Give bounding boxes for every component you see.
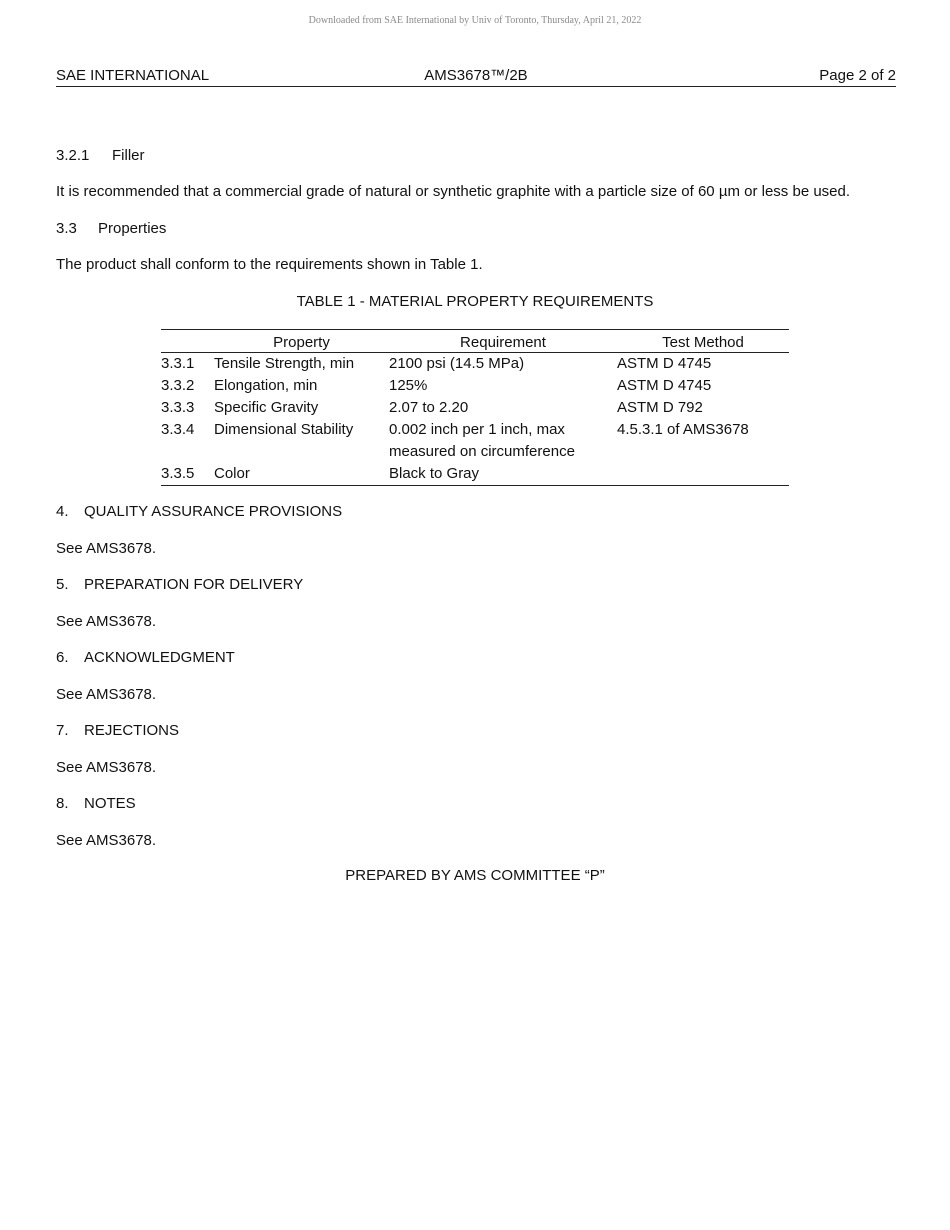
download-notice: Downloaded from SAE International by Univ of Toronto, Thursday, April 21, 2022 xyxy=(308,15,642,26)
row-number: 3.3.3 xyxy=(161,399,195,416)
page-header xyxy=(56,66,896,87)
table-row xyxy=(161,375,789,397)
row-number: 3.3.5 xyxy=(161,465,195,482)
row-requirement: 0.002 inch per 1 inch, max xyxy=(389,421,565,438)
header-page-number: Page 2 of 2 xyxy=(819,67,896,84)
property-table xyxy=(161,329,789,486)
paragraph-quality-assurance: See AMS3678. xyxy=(56,540,157,557)
paragraph-properties: The product shall conform to the requirements shown in Table 1. xyxy=(56,256,483,273)
section-number: 3.2.1 xyxy=(56,147,90,164)
section-number: 3.3 xyxy=(56,220,77,237)
row-number: 3.3.4 xyxy=(161,421,195,438)
section-heading-rejections xyxy=(56,721,179,741)
section-heading-notes xyxy=(56,794,136,814)
section-heading-properties xyxy=(56,219,166,239)
section-number: 6. xyxy=(56,649,69,666)
table-row xyxy=(161,419,789,463)
section-heading-filler xyxy=(56,146,145,166)
column-header-test-method: Test Method xyxy=(662,334,744,351)
section-title: ACKNOWLEDGMENT xyxy=(84,649,235,666)
table-row xyxy=(161,353,789,375)
row-number: 3.3.1 xyxy=(161,355,195,372)
section-number: 7. xyxy=(56,722,69,739)
prepared-by: PREPARED BY AMS COMMITTEE “P” xyxy=(345,867,605,884)
table-header-row xyxy=(161,330,789,353)
section-heading-preparation-for-delivery xyxy=(56,575,303,595)
row-property: Color xyxy=(214,465,250,482)
paragraph-rejections: See AMS3678. xyxy=(56,759,157,776)
table-title: TABLE 1 - MATERIAL PROPERTY REQUIREMENTS xyxy=(296,293,654,310)
section-number: 4. xyxy=(56,503,69,520)
section-title: QUALITY ASSURANCE PROVISIONS xyxy=(84,503,343,520)
row-requirement-continued: measured on circumference xyxy=(389,443,575,460)
paragraph-acknowledgment: See AMS3678. xyxy=(56,686,157,703)
row-property: Specific Gravity xyxy=(214,399,319,416)
table-row xyxy=(161,463,789,485)
column-header-property: Property xyxy=(273,334,330,351)
paragraph-notes: See AMS3678. xyxy=(56,832,157,849)
row-property: Dimensional Stability xyxy=(214,421,354,438)
table-row xyxy=(161,397,789,419)
row-requirement: Black to Gray xyxy=(389,465,480,482)
row-test-method: ASTM D 792 xyxy=(617,399,703,416)
row-test-method: 4.5.3.1 of AMS3678 xyxy=(617,421,749,438)
section-heading-quality-assurance xyxy=(56,502,342,522)
row-requirement: 2.07 to 2.20 xyxy=(389,399,469,416)
section-title: PREPARATION FOR DELIVERY xyxy=(84,576,304,593)
row-property: Elongation, min xyxy=(214,377,318,394)
header-doc-id: AMS3678™/2B xyxy=(424,67,528,84)
section-title: Properties xyxy=(98,220,167,237)
section-number: 5. xyxy=(56,576,69,593)
row-test-method: ASTM D 4745 xyxy=(617,355,712,372)
row-requirement: 125% xyxy=(389,377,428,394)
section-number: 8. xyxy=(56,795,69,812)
row-test-method: ASTM D 4745 xyxy=(617,377,712,394)
section-title: REJECTIONS xyxy=(84,722,180,739)
section-title: Filler xyxy=(112,147,145,164)
paragraph-filler: It is recommended that a commercial grade of natural or synthetic graphite with a particle size of 60 µm or less be used. xyxy=(56,183,851,200)
row-requirement: 2100 psi (14.5 MPa) xyxy=(389,355,525,372)
paragraph-preparation-for-delivery: See AMS3678. xyxy=(56,613,157,630)
header-org: SAE INTERNATIONAL xyxy=(56,67,210,84)
row-property: Tensile Strength, min xyxy=(214,355,355,372)
column-header-requirement: Requirement xyxy=(460,334,546,351)
row-number: 3.3.2 xyxy=(161,377,195,394)
section-title: NOTES xyxy=(84,795,136,812)
section-heading-acknowledgment xyxy=(56,648,235,668)
